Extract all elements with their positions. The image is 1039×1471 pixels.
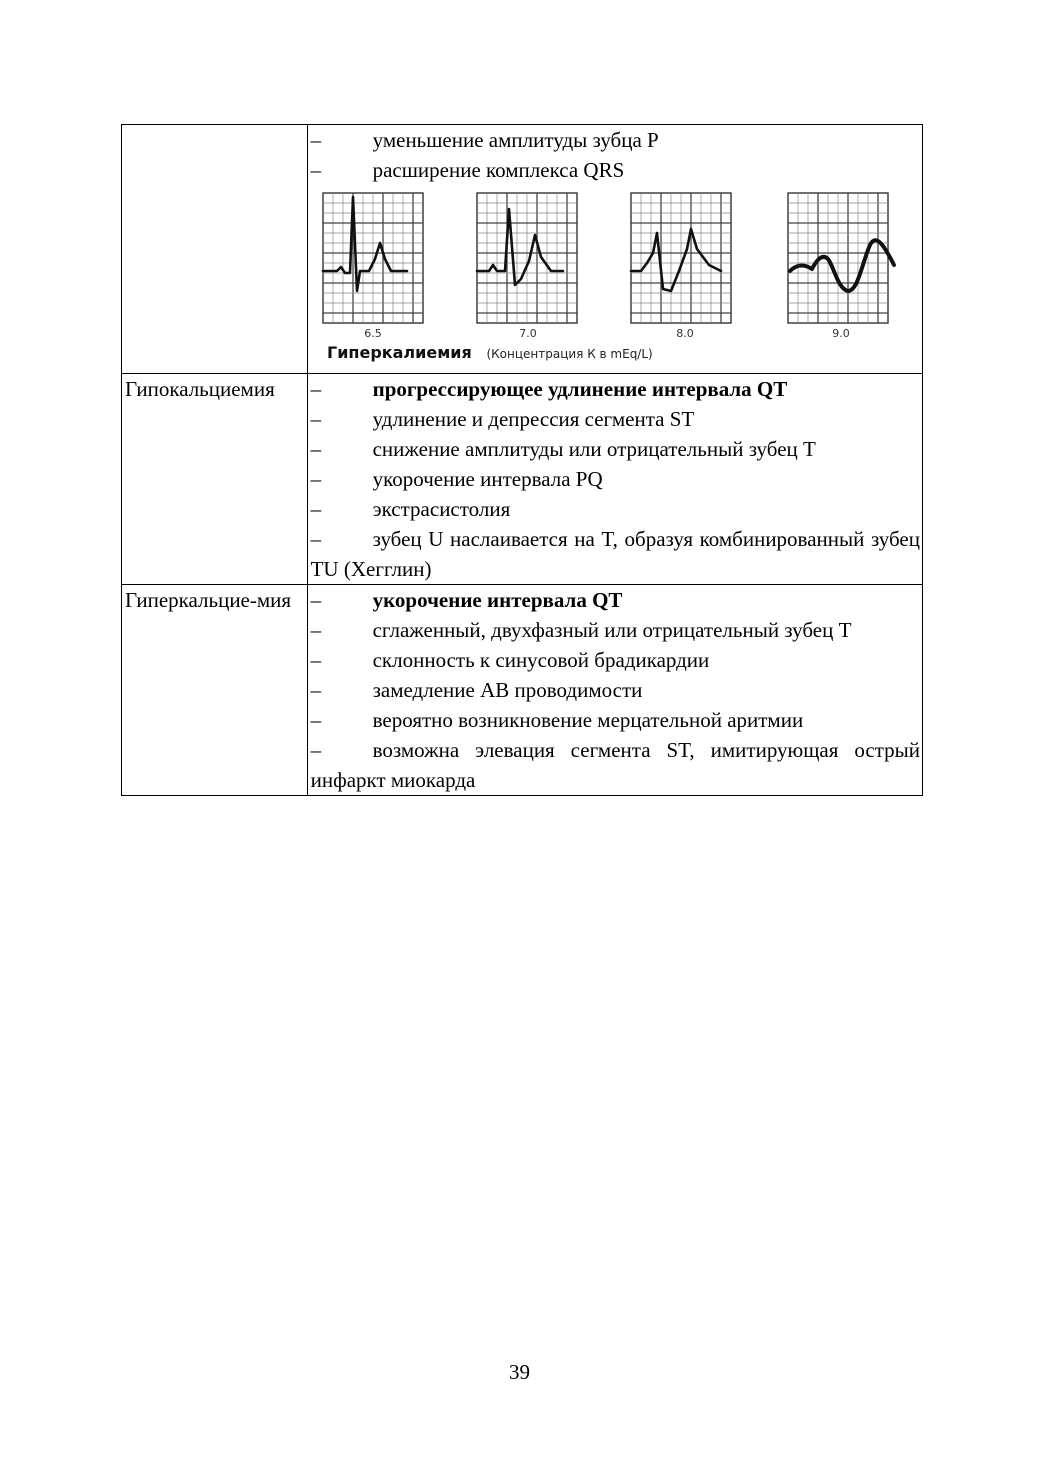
table-row xyxy=(122,125,923,374)
list-item-text: зубец U наслаивается на T, образуя комбинированный зубец TU (Хегглин) xyxy=(310,527,920,581)
dash-marker: – xyxy=(310,467,322,491)
list-item-text: прогрессирующее удлинение интервала QT xyxy=(372,377,788,401)
list-item-text: снижение амплитуды или отрицательный зубец T xyxy=(372,437,816,461)
list-item xyxy=(311,125,920,155)
list-item-text: замедление АВ проводимости xyxy=(372,678,643,702)
list-item-text: удлинение и депрессия сегмента ST xyxy=(372,407,695,431)
dash-marker: – xyxy=(310,527,322,551)
dash-marker: – xyxy=(310,678,322,702)
signs-cell xyxy=(307,125,922,374)
dash-marker: – xyxy=(310,377,322,401)
list-item-text: экстрасистолия xyxy=(372,497,511,521)
ecg-label-6-5: 6.5 xyxy=(363,327,382,340)
ecg-panel xyxy=(477,193,577,323)
table-row xyxy=(122,374,923,585)
ecg-electrolyte-table xyxy=(121,124,923,796)
hyperkalemia-ecg-figure xyxy=(311,189,913,367)
ecg-label-9-0: 9.0 xyxy=(831,327,850,340)
dash-marker: – xyxy=(310,708,322,732)
list-item xyxy=(311,464,920,494)
table-row xyxy=(122,585,923,796)
list-item xyxy=(311,735,920,795)
ecg-panel xyxy=(631,193,731,323)
dash-marker: – xyxy=(310,648,322,672)
dash-marker: – xyxy=(310,437,322,461)
dash-marker: – xyxy=(310,497,322,521)
figure-title: Гиперкалиемия xyxy=(326,343,472,362)
ecg-panel xyxy=(788,193,894,323)
signs-cell xyxy=(307,585,922,796)
ecg-label-7-0: 7.0 xyxy=(518,327,537,340)
list-item xyxy=(311,524,920,584)
condition-cell xyxy=(122,125,308,374)
list-item xyxy=(311,645,920,675)
list-item xyxy=(311,615,920,645)
list-item-text: укорочение интервала PQ xyxy=(372,467,603,491)
list-item-text: склонность к синусовой брадикардии xyxy=(372,648,710,672)
list-item-text: расширение комплекса QRS xyxy=(372,158,625,182)
signs-cell xyxy=(307,374,922,585)
dash-marker: – xyxy=(310,738,322,762)
list-item xyxy=(311,705,920,735)
dash-marker: – xyxy=(310,407,322,431)
condition-label: Гипокальциемия xyxy=(125,377,275,401)
list-item xyxy=(311,434,920,464)
list-item xyxy=(311,404,920,434)
dash-marker: – xyxy=(310,588,322,612)
list-item xyxy=(311,585,920,615)
condition-cell xyxy=(122,585,308,796)
figure-subtitle: (Концентрация К в mEq/L) xyxy=(486,347,653,361)
dash-marker: – xyxy=(310,128,322,152)
dash-marker: – xyxy=(310,158,322,182)
list-item xyxy=(311,155,920,185)
list-item-text: вероятно возникновение мерцательной аритмии xyxy=(372,708,804,732)
list-item-text: сглаженный, двухфазный или отрицательный зубец T xyxy=(372,618,852,642)
svg-text:Гиперкалиемия (Кон xyxy=(327,339,653,363)
list-item-text: возможна элевация сегмента ST, имитирующая острый инфаркт миокарда xyxy=(310,738,920,792)
condition-cell xyxy=(122,374,308,585)
list-item xyxy=(311,675,920,705)
page-number: 39 xyxy=(509,1360,530,1384)
ecg-label-8-0: 8.0 xyxy=(675,327,694,340)
list-item xyxy=(311,374,920,404)
ecg-panels xyxy=(323,193,894,323)
condition-label: Гиперкальцие-мия xyxy=(125,588,292,612)
list-item-text: уменьшение амплитуды зубца P xyxy=(372,128,659,152)
list-item xyxy=(311,494,920,524)
list-item-text: укорочение интервала QT xyxy=(372,588,623,612)
ecg-panel xyxy=(323,193,423,323)
dash-marker: – xyxy=(310,618,322,642)
